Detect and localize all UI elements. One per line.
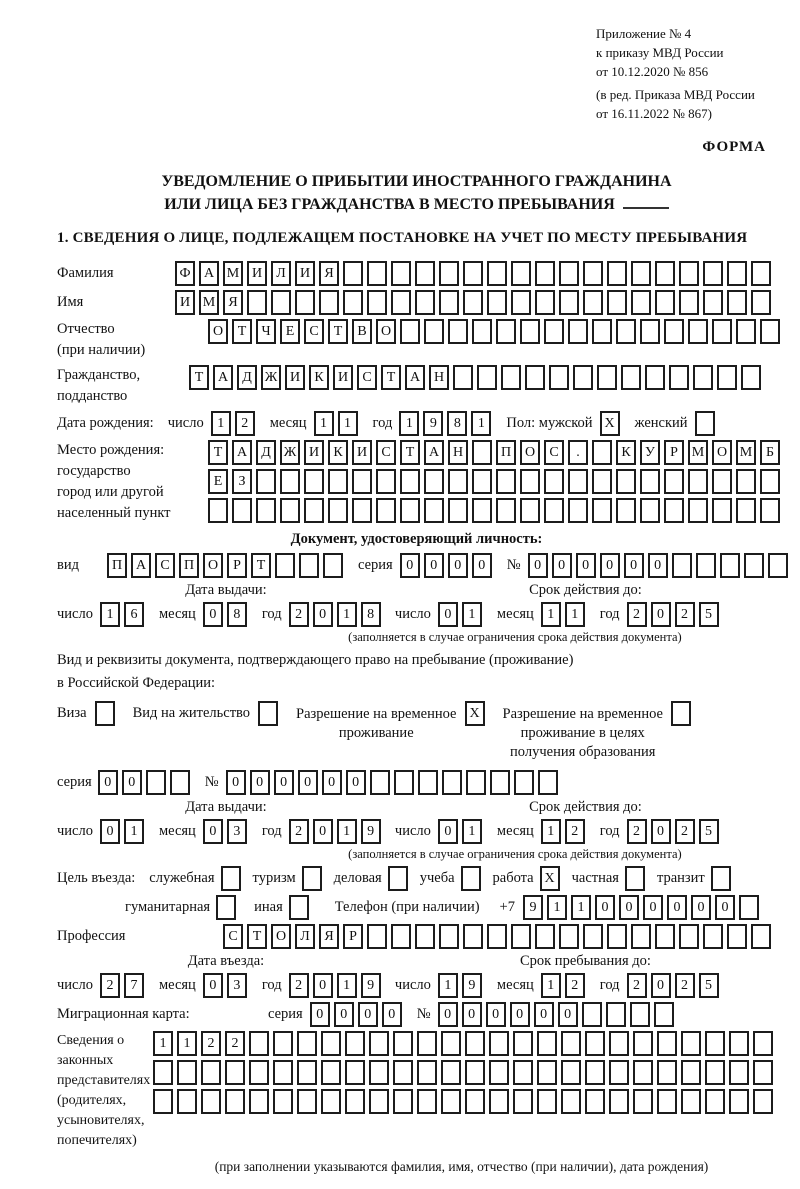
form-label: ФОРМА — [702, 139, 766, 155]
residence-issue-year-boxes[interactable]: 2 0 1 9 — [289, 819, 385, 844]
form-title — [57, 170, 776, 216]
representatives-label-line-2: законных — [57, 1053, 114, 1068]
residence-series-label: серия — [57, 774, 92, 790]
purpose-tourism-label: туризм — [252, 870, 296, 886]
residence-number-label: № — [204, 774, 219, 790]
temp-permit-edu-label-line-3: получения образования — [510, 744, 656, 760]
residence-valid-line — [395, 819, 776, 844]
purpose-private-label: частная — [571, 870, 619, 886]
representatives-block — [57, 1031, 776, 1151]
representatives-row-1[interactable]: 1 1 2 2 — [153, 1031, 777, 1056]
representatives-label — [57, 1031, 151, 1151]
residence-permit-checkbox[interactable] — [258, 701, 282, 726]
identity-kind-row — [57, 553, 776, 578]
identity-valid-col — [348, 582, 776, 645]
birth-place-label-line-2: государство — [57, 463, 131, 479]
identity-number-boxes[interactable]: 0 0 0 0 0 0 — [528, 553, 792, 578]
visa-checkbox[interactable] — [95, 701, 119, 726]
residence-issue-month-boxes[interactable]: 0 3 — [203, 819, 251, 844]
purpose-private-checkbox[interactable] — [625, 866, 649, 891]
purpose-label: Цель въезда: — [57, 870, 136, 886]
phone-prefix: +7 — [499, 899, 515, 915]
stay-until-col — [395, 953, 776, 998]
representatives-label-line-5: усыновителях, — [57, 1113, 145, 1128]
citizenship-label-line-1: Гражданство, — [57, 367, 141, 383]
entry-month-label: месяц — [158, 977, 196, 993]
phone-boxes[interactable]: 9 1 1 0 0 0 0 0 0 — [523, 895, 763, 920]
temp-permit-checkbox[interactable]: X — [465, 701, 489, 726]
annex-block — [596, 24, 776, 123]
sex-male-checkbox[interactable]: X — [600, 411, 624, 436]
residence-doc-line-1: Вид и реквизиты документа, подтверждающего право на пребывание (проживание) — [57, 652, 574, 668]
identity-valid-line — [395, 602, 776, 627]
form-title-line-2 — [57, 193, 776, 216]
representatives-label-line-1: Сведения о — [57, 1033, 125, 1048]
patronymic-row — [57, 319, 776, 361]
birth-place-block — [57, 440, 776, 527]
residence-issue-day-boxes[interactable]: 0 1 — [100, 819, 148, 844]
identity-valid-month-boxes[interactable]: 1 1 — [541, 602, 589, 627]
residence-valid-year-boxes[interactable]: 2 0 2 5 — [627, 819, 723, 844]
purpose-work-checkbox[interactable]: X — [540, 866, 564, 891]
residence-dates-section — [57, 799, 776, 862]
birth-place-label — [57, 440, 202, 524]
residence-valid-note: (заполняется в случае ограничения срока действия документа) — [348, 847, 682, 861]
entry-month-boxes[interactable]: 0 3 — [203, 973, 251, 998]
temp-permit-edu-label — [503, 701, 663, 762]
surname-row — [57, 261, 776, 286]
residence-valid-day-boxes[interactable]: 0 1 — [438, 819, 486, 844]
purpose-study-label: учеба — [419, 870, 455, 886]
stay-until-line — [395, 973, 776, 998]
temp-permit-label — [296, 701, 456, 743]
stay-month-label: месяц — [496, 977, 534, 993]
stay-day-label: число — [394, 977, 431, 993]
citizenship-boxes[interactable]: Т А Д Ж И К И С Т А Н — [189, 365, 765, 390]
entry-year-label: год — [261, 977, 282, 993]
firstname-label: Имя — [57, 294, 84, 310]
temp-permit-edu-label-line-2: проживание в целях — [520, 725, 645, 741]
profession-label: Профессия — [57, 928, 126, 944]
residence-valid-month-boxes[interactable]: 1 2 — [541, 819, 589, 844]
identity-issue-month-label: месяц — [158, 606, 196, 622]
purpose-row-2 — [125, 895, 776, 920]
residence-valid-col — [348, 799, 776, 862]
entry-day-label: число — [57, 977, 93, 993]
residence-series-boxes[interactable]: 0 0 — [98, 770, 194, 795]
birth-place-label-line-1: Место рождения: — [57, 442, 165, 458]
amendment-block — [596, 85, 776, 123]
surname-label: Фамилия — [57, 265, 114, 281]
patronymic-label-text: Отчество — [57, 321, 115, 337]
residence-options-row — [57, 701, 776, 762]
identity-valid-day-label: число — [394, 606, 431, 622]
identity-valid-month-label: месяц — [496, 606, 534, 622]
migration-number-boxes[interactable]: 0 0 0 0 0 0 — [438, 1002, 678, 1027]
representatives-label-line-3: представителях — [57, 1073, 151, 1088]
residence-valid-heading: Срок действия до: — [529, 799, 642, 815]
firstname-boxes[interactable]: И М Я — [175, 290, 775, 315]
form-title-line-2-text: ИЛИ ЛИЦА БЕЗ ГРАЖДАНСТВА В МЕСТО ПРЕБЫВАНИЯ — [164, 196, 615, 213]
residence-issue-month-label: месяц — [158, 823, 196, 839]
citizenship-label-line-2: подданство — [57, 388, 128, 404]
representatives-row-2[interactable] — [153, 1060, 777, 1085]
annex-line-1: Приложение № 4 — [596, 26, 692, 41]
purpose-other-label: иная — [254, 899, 283, 915]
purpose-study-checkbox[interactable] — [461, 866, 485, 891]
birth-month-label: месяц — [269, 415, 307, 431]
identity-series-label: серия — [358, 557, 393, 573]
identity-issue-heading: Дата выдачи: — [185, 582, 267, 598]
birth-year-label: год — [372, 415, 393, 431]
identity-issue-month-boxes[interactable]: 0 8 — [203, 602, 251, 627]
residence-number-boxes[interactable]: 0 0 0 0 0 0 — [226, 770, 562, 795]
birth-day-boxes[interactable]: 1 2 — [211, 411, 259, 436]
birth-month-boxes[interactable]: 1 1 — [314, 411, 362, 436]
birth-place-row-3[interactable] — [208, 498, 784, 523]
profession-boxes[interactable]: С Т О Л Я Р — [223, 924, 775, 949]
migration-card-label: Миграционная карта: — [57, 1006, 190, 1022]
amendment-line-1: (в ред. Приказа МВД России — [596, 87, 755, 102]
visa-label: Виза — [57, 705, 87, 721]
entry-date-col — [57, 953, 395, 998]
residence-series-row — [57, 770, 776, 795]
birth-place-row-2[interactable]: Е З — [208, 469, 784, 494]
firstname-row — [57, 290, 776, 315]
purpose-official-checkbox[interactable] — [221, 866, 245, 891]
birth-place-row-1[interactable]: Т А Д Ж И К И С Т А Н П О С . К У Р М О М Б — [208, 440, 784, 465]
entry-date-heading: Дата въезда: — [187, 953, 265, 969]
identity-kind-label: вид — [57, 557, 79, 573]
residence-issue-year-label: год — [261, 823, 282, 839]
purpose-humanitarian-label: гуманитарная — [125, 899, 211, 915]
representatives-row-3[interactable] — [153, 1089, 777, 1114]
identity-issue-line — [57, 602, 395, 627]
residence-issue-line — [57, 819, 395, 844]
residence-valid-year-label: год — [599, 823, 620, 839]
representatives-label-line-4: (родителях, — [57, 1093, 127, 1108]
temp-permit-edu-checkbox[interactable] — [671, 701, 695, 726]
birth-date-row — [57, 411, 776, 436]
birth-year-boxes[interactable]: 1 9 8 1 — [399, 411, 495, 436]
migration-series-boxes[interactable]: 0 0 0 0 — [310, 1002, 406, 1027]
surname-boxes[interactable]: Ф А М И Л И Я — [175, 261, 775, 286]
phone-label: Телефон (при наличии) — [334, 899, 480, 915]
amendment-line-2: от 16.11.2022 № 867) — [596, 106, 713, 121]
entry-date-line — [57, 973, 395, 998]
annex-line-3: от 10.12.2020 № 856 — [596, 64, 709, 79]
migration-card-row — [57, 1002, 776, 1027]
form-title-line-1: УВЕДОМЛЕНИЕ О ПРИБЫТИИ ИНОСТРАННОГО ГРАЖДАНИНА — [161, 173, 672, 190]
residence-permit-label: Вид на жительство — [132, 705, 251, 721]
stay-day-boxes[interactable]: 1 9 — [438, 973, 486, 998]
purpose-transit-label: транзит — [656, 870, 705, 886]
residence-valid-month-label: месяц — [496, 823, 534, 839]
purpose-row — [57, 866, 776, 891]
identity-valid-note: (заполняется в случае ограничения срока действия документа) — [348, 630, 682, 644]
identity-valid-year-label: год — [599, 606, 620, 622]
patronymic-boxes[interactable]: О Т Ч Е С Т В О — [208, 319, 784, 344]
stay-year-boxes[interactable]: 2 0 2 5 — [627, 973, 723, 998]
identity-valid-day-boxes[interactable]: 0 1 — [438, 602, 486, 627]
patronymic-label — [57, 319, 202, 361]
migration-number-label: № — [416, 1006, 431, 1022]
residence-valid-day-label: число — [394, 823, 431, 839]
temp-permit-label-line-2: проживание — [338, 725, 414, 741]
birth-date-label: Дата рождения: — [57, 415, 154, 431]
residence-doc-line-2: в Российской Федерации: — [57, 675, 216, 691]
birth-place-label-line-4: населенный пункт — [57, 505, 171, 521]
identity-series-boxes[interactable]: 0 0 0 0 — [400, 553, 496, 578]
entry-year-boxes[interactable]: 2 0 1 9 — [289, 973, 385, 998]
patronymic-note: (при наличии) — [57, 342, 146, 358]
purpose-business-label: деловая — [333, 870, 382, 886]
identity-issue-year-boxes[interactable]: 2 0 1 8 — [289, 602, 385, 627]
identity-kind-boxes[interactable]: П А С П О Р Т — [107, 553, 347, 578]
purpose-tourism-checkbox[interactable] — [302, 866, 326, 891]
sex-male-label: Пол: мужской — [506, 415, 593, 431]
title-blank-line — [623, 195, 669, 209]
identity-doc-heading: Документ, удостоверяющий личность: — [290, 531, 543, 547]
identity-valid-year-boxes[interactable]: 2 0 2 5 — [627, 602, 723, 627]
citizenship-row — [57, 365, 776, 407]
birth-day-label: число — [167, 415, 204, 431]
representatives-boxes — [153, 1031, 777, 1118]
identity-valid-heading: Срок действия до: — [529, 582, 642, 598]
representatives-label-line-6: попечителях) — [57, 1133, 137, 1148]
identity-dates-section — [57, 582, 776, 645]
temp-permit-edu-label-line-1: Разрешение на временное — [502, 706, 663, 722]
sex-female-label: женский — [634, 415, 688, 431]
purpose-work-label: работа — [492, 870, 534, 886]
purpose-business-checkbox[interactable] — [388, 866, 412, 891]
profession-row — [57, 924, 776, 949]
purpose-transit-checkbox[interactable] — [711, 866, 735, 891]
entry-day-boxes[interactable]: 2 7 — [100, 973, 148, 998]
identity-issue-day-boxes[interactable]: 1 6 — [100, 602, 148, 627]
sex-female-checkbox[interactable] — [695, 411, 719, 436]
purpose-humanitarian-checkbox[interactable] — [216, 895, 240, 920]
residence-issue-heading: Дата выдачи: — [185, 799, 267, 815]
residence-issue-day-label: число — [57, 823, 93, 839]
purpose-official-label: служебная — [149, 870, 215, 886]
entry-dates-section — [57, 953, 776, 998]
representatives-note: (при заполнении указываются фамилия, имя, отчество (при наличии), дата рождения) — [214, 1159, 709, 1174]
annex-line-2: к приказу МВД России — [596, 45, 724, 60]
temp-permit-label-line-1: Разрешение на временное — [296, 706, 457, 722]
birth-place-label-line-3: город или другой — [57, 484, 164, 500]
identity-number-label: № — [506, 557, 521, 573]
section1-heading: 1. СВЕДЕНИЯ О ЛИЦЕ, ПОДЛЕЖАЩЕМ ПОСТАНОВКЕ НА УЧЕТ ПО МЕСТУ ПРЕБЫВАНИЯ — [57, 230, 748, 246]
stay-until-heading: Срок пребывания до: — [519, 953, 651, 969]
citizenship-label — [57, 365, 183, 407]
stay-year-label: год — [599, 977, 620, 993]
identity-issue-year-label: год — [261, 606, 282, 622]
identity-issue-day-label: число — [57, 606, 93, 622]
birth-place-boxes — [208, 440, 784, 527]
purpose-other-checkbox[interactable] — [289, 895, 313, 920]
stay-month-boxes[interactable]: 1 2 — [541, 973, 589, 998]
migration-series-label: серия — [268, 1006, 303, 1022]
